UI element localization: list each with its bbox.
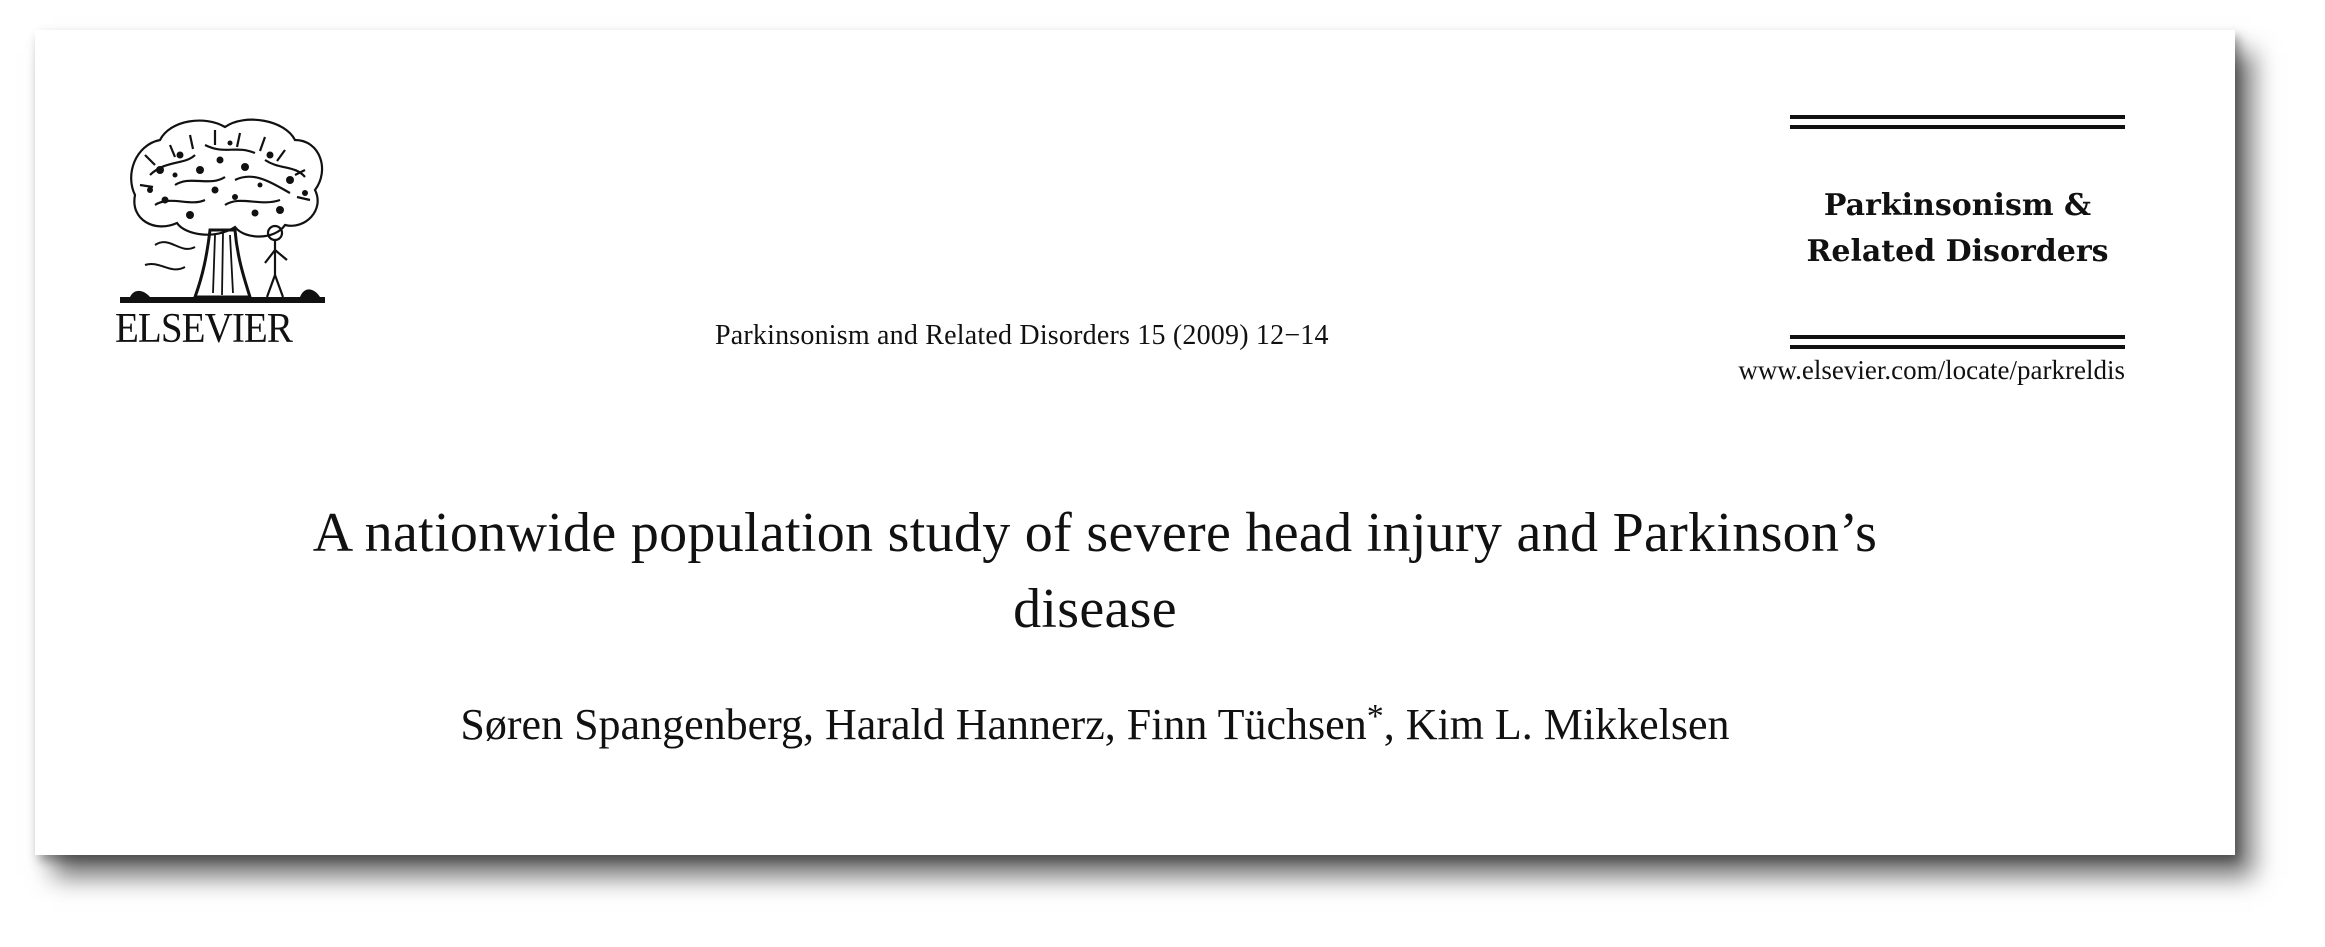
author-name[interactable]: Finn Tüchsen [1126,700,1367,749]
masthead-bottom-rule [1790,335,2125,349]
author-separator: , [1104,700,1127,749]
journal-title-line-2: Related Disorders [1806,234,2109,269]
journal-title [1790,183,2125,275]
corresponding-author-mark[interactable]: * [1366,698,1384,735]
article-title-line-2: disease [1013,578,1177,640]
author-list [95,698,2095,750]
masthead-top-rule [1790,115,2125,129]
author-name[interactable]: Harald Hannerz [825,700,1105,749]
article-page [35,30,2235,855]
author-name[interactable]: Kim L. Mikkelsen [1405,700,1730,749]
article-title-line-1: A nationwide population study of severe head injury and Parkinson’s [312,502,1878,564]
journal-url-link[interactable]: www.elsevier.com/locate/parkreldis [1738,355,2125,385]
author-separator: , [1383,700,1406,749]
article-title [95,495,2095,647]
journal-title-line-1: Parkinsonism & [1823,188,2092,223]
elsevier-tree-icon [115,115,330,305]
elsevier-logo [115,115,330,385]
author-separator: , [803,700,825,749]
author-name[interactable]: Søren Spangenberg [460,700,803,749]
journal-citation: Parkinsonism and Related Disorders 15 (2009) 12−14 [715,320,1329,351]
publisher-name: ELSEVIER [115,306,292,352]
journal-masthead [1790,115,2125,385]
